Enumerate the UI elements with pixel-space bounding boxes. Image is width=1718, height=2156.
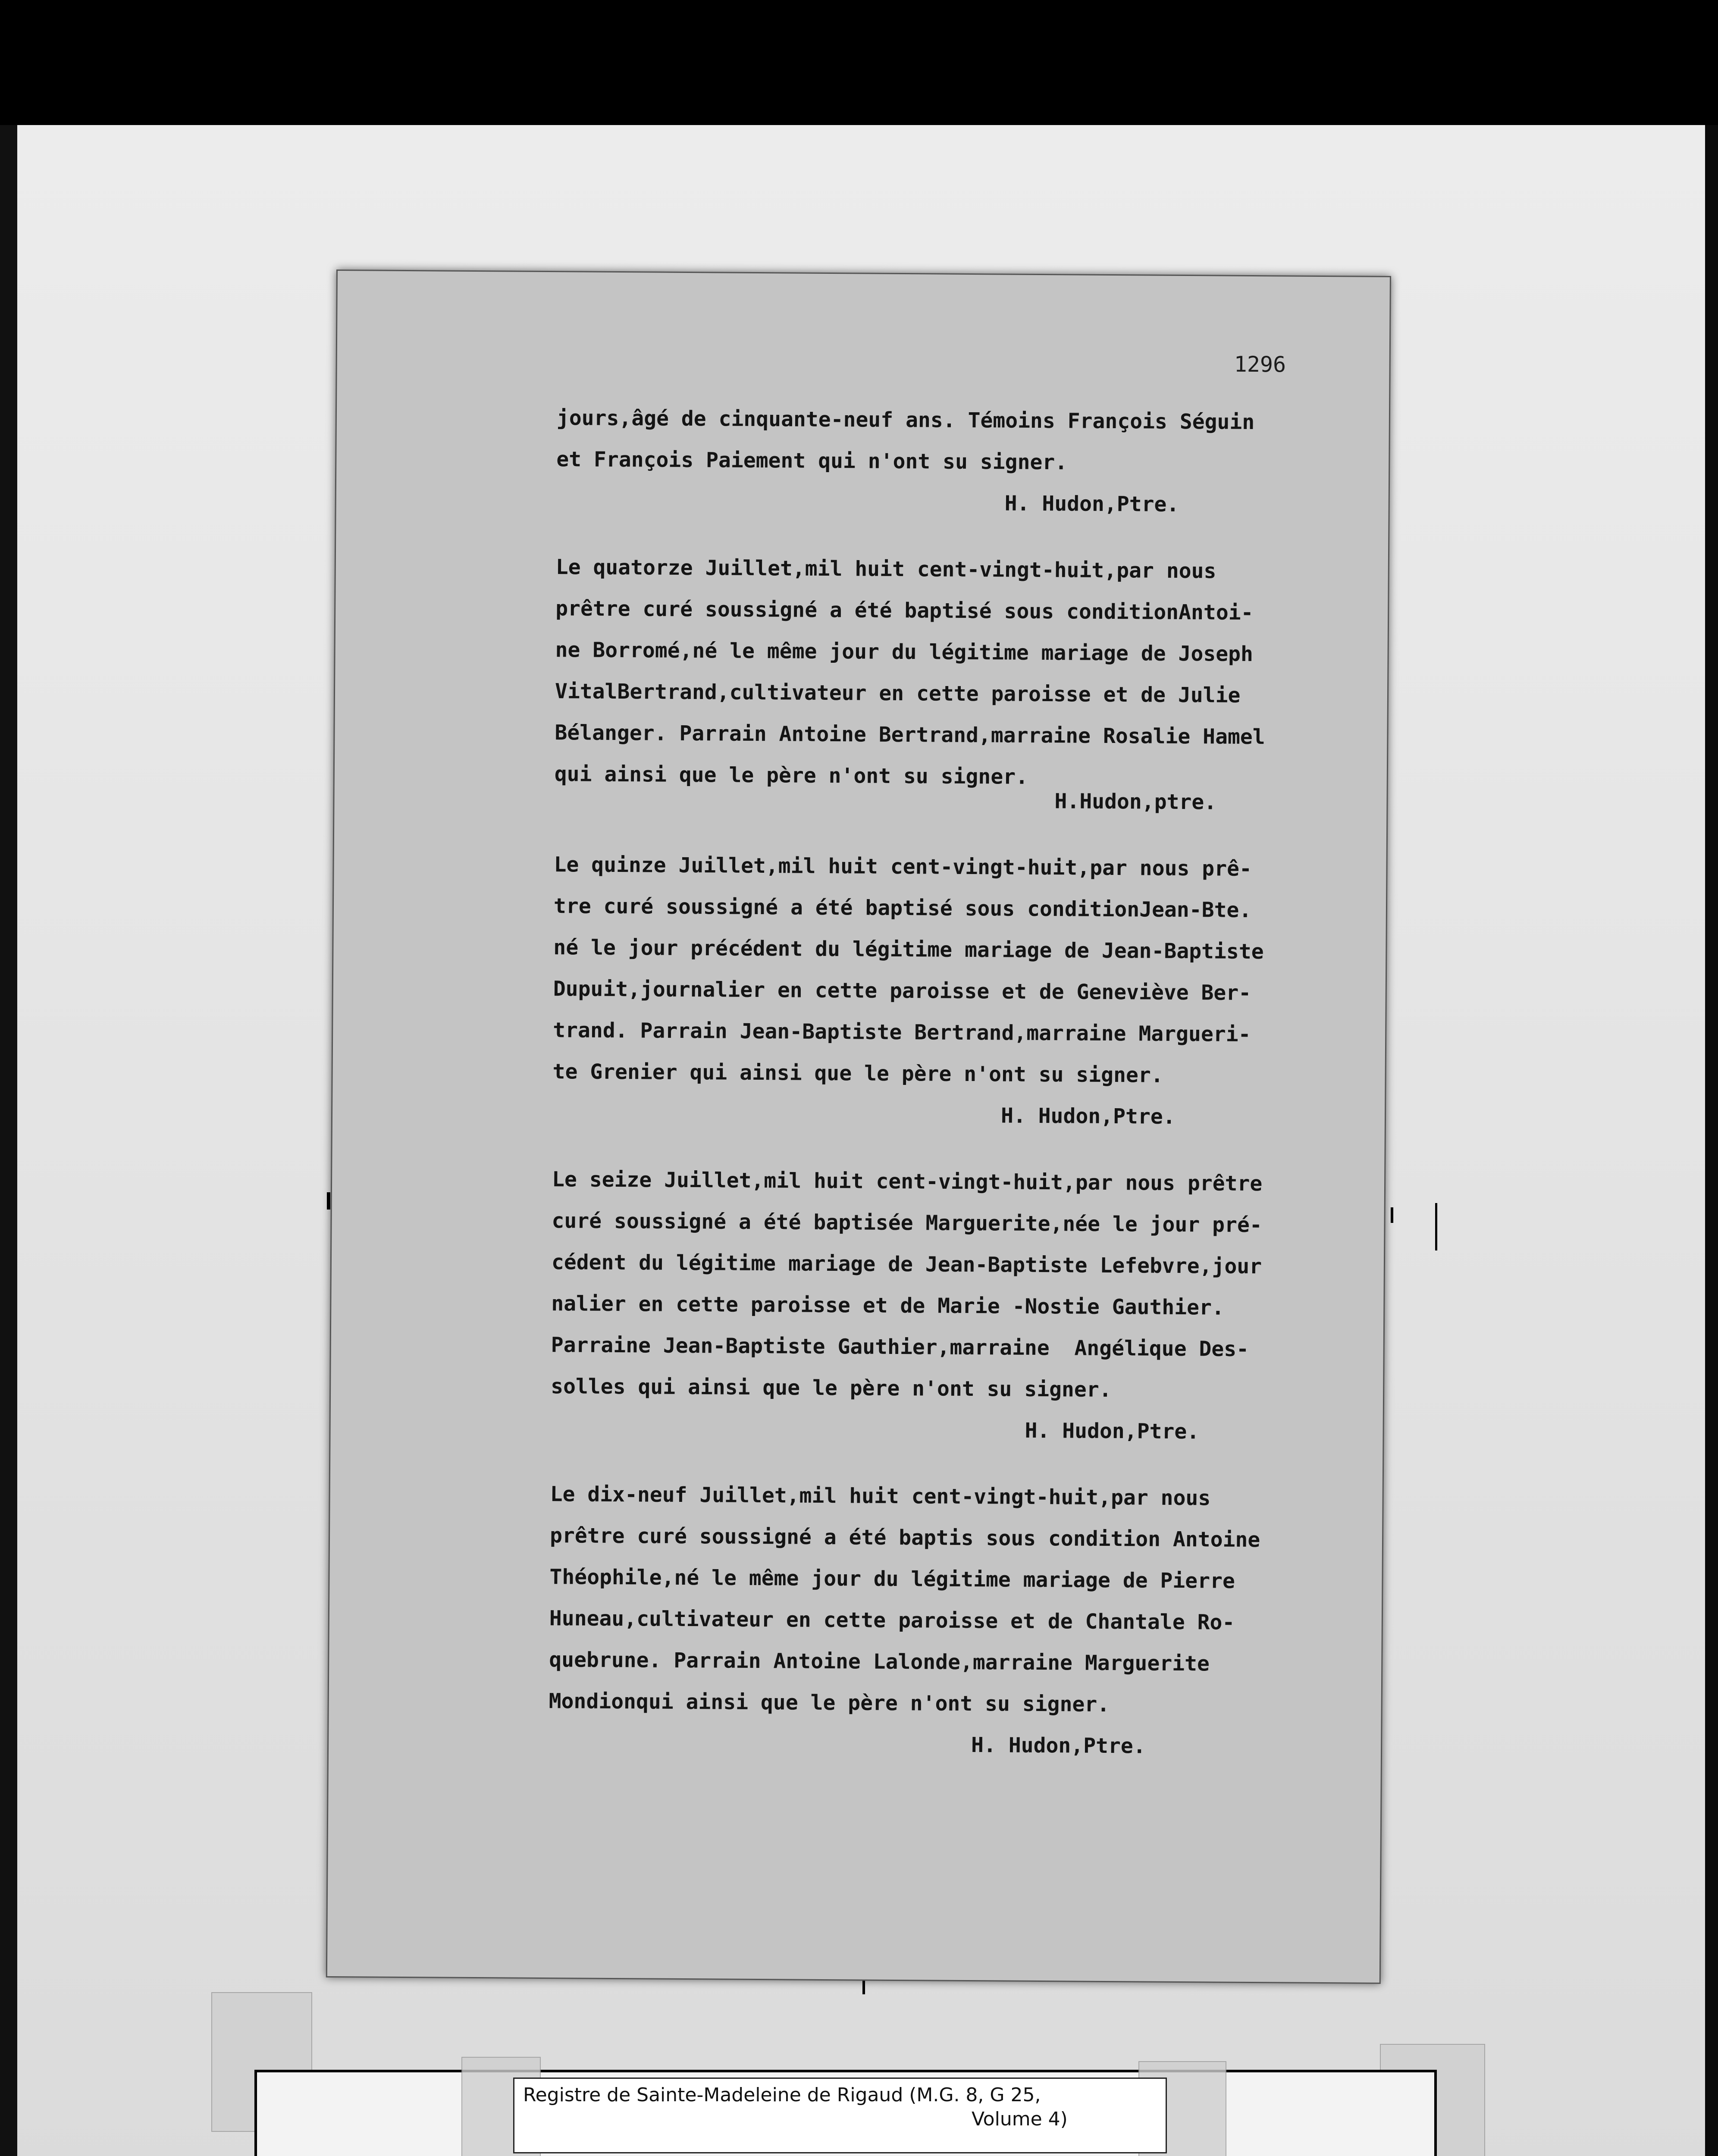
- entry-line: Le seize Juillet,mil huit cent-vingt-huit,par nous prêtre: [552, 1167, 1263, 1196]
- entry-line: qui ainsi que le père n'ont su signer.: [554, 762, 1028, 789]
- entry-line: curé soussigné a été baptisée Marguerite,née le jour pré-: [552, 1209, 1262, 1238]
- priest-signature: H.Hudon,ptre.: [1054, 789, 1217, 815]
- entry-line: cédent du légitime mariage de Jean-Baptiste Lefebvre,jour: [551, 1250, 1262, 1279]
- entry-line: Le quinze Juillet,mil huit cent-vingt-huit,par nous prê-: [554, 852, 1252, 881]
- film-edge-right: [1705, 125, 1718, 2156]
- entry-line: Mondionqui ainsi que le père n'ont su signer.: [549, 1689, 1110, 1717]
- registry-line-1: Registre de Sainte-Madeleine de Rigaud (M.G. 8, G 25,: [523, 2084, 1041, 2106]
- page-number: 1296: [1234, 351, 1286, 377]
- register-entry: [556, 397, 1350, 526]
- entry-line: quebrune. Parrain Antoine Lalonde,marraine Marguerite: [549, 1648, 1210, 1676]
- entry-line: solles qui ainsi que le père n'ont su signer.: [551, 1374, 1112, 1402]
- registry-line-2: Volume 4): [972, 2108, 1068, 2130]
- register-entry: [554, 546, 1349, 824]
- entry-line: Le quatorze Juillet,mil huit cent-vingt-huit,par nous: [555, 555, 1216, 583]
- page-text: [548, 397, 1350, 1793]
- entry-line: Bélanger. Parrain Antoine Bertrand,marraine Rosalie Hamel: [555, 721, 1265, 749]
- register-entry: [550, 1159, 1345, 1453]
- entry-line: Le dix-neuf Juillet,mil huit cent-vingt-huit,par nous: [550, 1482, 1211, 1510]
- entry-line: nalier en cette paroisse et de Marie -Nostie Gauthier.: [551, 1291, 1225, 1320]
- priest-signature: H. Hudon,Ptre.: [1000, 1103, 1176, 1129]
- entry-line: tre curé soussigné a été baptisé sous conditionJean-Bte.: [553, 894, 1252, 922]
- register-entry: [549, 1473, 1344, 1768]
- entry-line: Huneau,cultivateur en cette paroisse et de Chantale Ro-: [549, 1606, 1235, 1635]
- film-edge-left: [0, 125, 17, 2156]
- registration-mark-left: [327, 1192, 330, 1210]
- registration-mark-far-right: [1435, 1203, 1437, 1250]
- entry-line: te Grenier qui ainsi que le père n'ont su signer.: [552, 1059, 1163, 1087]
- entry-line: trand. Parrain Jean-Baptiste Bertrand,marraine Margueri-: [553, 1018, 1251, 1047]
- entry-line: ne Borromé,né le même jour du légitime mariage de Joseph: [555, 638, 1254, 667]
- registry-text: [523, 2083, 1157, 2131]
- priest-signature: H. Hudon,Ptre.: [1025, 1418, 1200, 1444]
- entry-line: Théophile,né le même jour du légitime mariage de Pierre: [549, 1565, 1235, 1593]
- entry-line: prêtre curé soussigné a été baptis sous condition Antoine: [549, 1523, 1260, 1552]
- registry-label: [513, 2078, 1167, 2153]
- entry-line: VitalBertrand,cultivateur en cette paroisse et de Julie: [555, 679, 1241, 708]
- registration-mark-right: [1391, 1207, 1393, 1223]
- entry-line: prêtre curé soussigné a été baptisé sous conditionAntoi-: [555, 596, 1254, 625]
- entry-line: Parraine Jean-Baptiste Gauthier,marraine Angélique Des-: [551, 1333, 1249, 1361]
- register-entry: [552, 844, 1348, 1138]
- entry-line: Dupuit,journalier en cette paroisse et de Geneviève Ber-: [553, 977, 1251, 1005]
- entry-line: et François Paiement qui n'ont su signer.: [556, 447, 1068, 475]
- entry-line: jours,âgé de cinquante-neuf ans. Témoins François Séguin: [556, 406, 1255, 435]
- priest-signature: H. Hudon,Ptre.: [1004, 491, 1179, 517]
- entry-line: né le jour précédent du légitime mariage de Jean-Baptiste: [553, 935, 1264, 964]
- register-page: [326, 270, 1391, 1984]
- priest-signature: H. Hudon,Ptre.: [971, 1733, 1146, 1758]
